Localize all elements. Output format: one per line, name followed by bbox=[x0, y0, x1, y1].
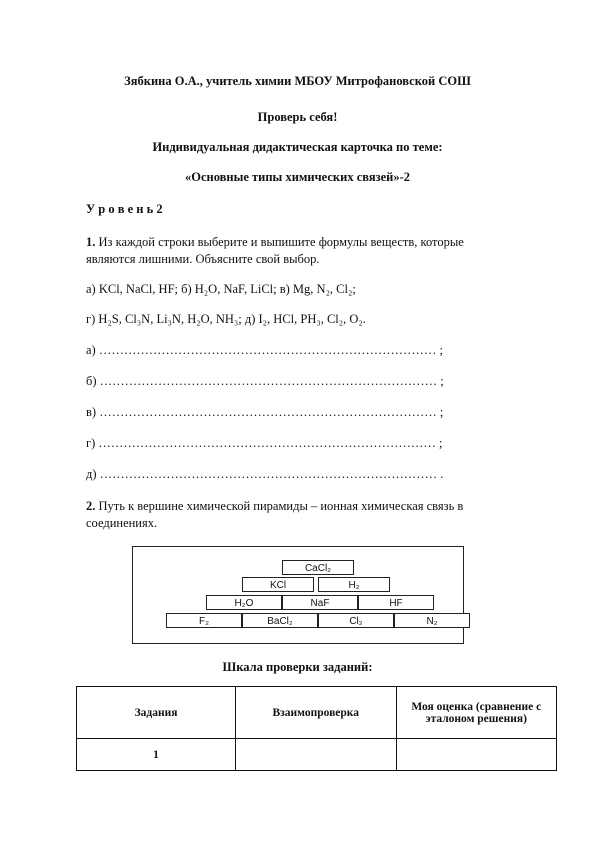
answer-line-g: г) ……………………………………………………………………… ; bbox=[86, 436, 443, 450]
header-tasks: Задания bbox=[77, 687, 236, 739]
task1-row2: г) H₂S, Cl₃N, Li₃N, H₂O, NH₃; д) I₂, HCl, PH₃, Cl₂, O₂. bbox=[86, 312, 366, 326]
card-title: Индивидуальная дидактическая карточка по теме: bbox=[152, 140, 443, 154]
header-self-grade: Моя оценка (сравнение с эталоном решения) bbox=[396, 687, 556, 739]
pyramid-cell: BaCl₂ bbox=[242, 613, 318, 628]
self-grade-cell[interactable] bbox=[396, 739, 556, 771]
pyramid-cell: HF bbox=[358, 595, 434, 610]
task1-row1: а) KCl, NaCl, HF; б) H₂O, NaF, LiCl; в) Mg, N₂, Cl₂; bbox=[86, 282, 356, 296]
answer-line-b: б) ……………………………………………………………………… ; bbox=[86, 374, 444, 388]
check-title: Проверь себя! bbox=[257, 110, 338, 124]
task-number-cell: 1 bbox=[77, 739, 236, 771]
pyramid-cell: N₂ bbox=[394, 613, 470, 628]
pyramid-cell: H₂O bbox=[206, 595, 282, 610]
task2-question: Путь к вершине химической пирамиды – ионная химическая связь в соединениях. bbox=[86, 499, 464, 530]
table-row bbox=[77, 739, 557, 771]
answer-line-v: в) ……………………………………………………………………… ; bbox=[86, 405, 444, 419]
answer-line-a: а) ……………………………………………………………………… ; bbox=[86, 343, 443, 357]
pyramid-top-cell: CaCl₂ bbox=[282, 560, 354, 575]
level-heading: У р о в е н ь 2 bbox=[86, 202, 163, 216]
answer-line-d: д) ……………………………………………………………………… . bbox=[86, 467, 444, 481]
pyramid-cell: NaF bbox=[282, 595, 358, 610]
task2-number: 2. bbox=[86, 499, 96, 513]
pyramid-cell: KCl bbox=[242, 577, 314, 592]
peer-check-cell[interactable] bbox=[236, 739, 397, 771]
pyramid-cell: H₂ bbox=[318, 577, 390, 592]
header-peer-check: Взаимопроверка bbox=[236, 687, 397, 739]
scale-title: Шкала проверки заданий: bbox=[222, 660, 373, 674]
task2-text bbox=[86, 498, 516, 532]
task1-text bbox=[86, 234, 516, 268]
pyramid-cell: Cl₂ bbox=[318, 613, 394, 628]
chemistry-pyramid bbox=[132, 546, 464, 644]
task1-number: 1. bbox=[86, 235, 96, 249]
task1-question: Из каждой строки выберите и выпишите формулы веществ, которые являются лишними. Объясните свой выбор. bbox=[86, 235, 464, 266]
table-header-row bbox=[77, 687, 557, 739]
topic-title: «Основные типы химических связей»-2 bbox=[184, 170, 411, 184]
pyramid-cell: F₂ bbox=[166, 613, 242, 628]
author-line: Зябкина О.А., учитель химии МБОУ Митрофановской СОШ bbox=[124, 74, 471, 88]
grading-table bbox=[76, 686, 557, 771]
